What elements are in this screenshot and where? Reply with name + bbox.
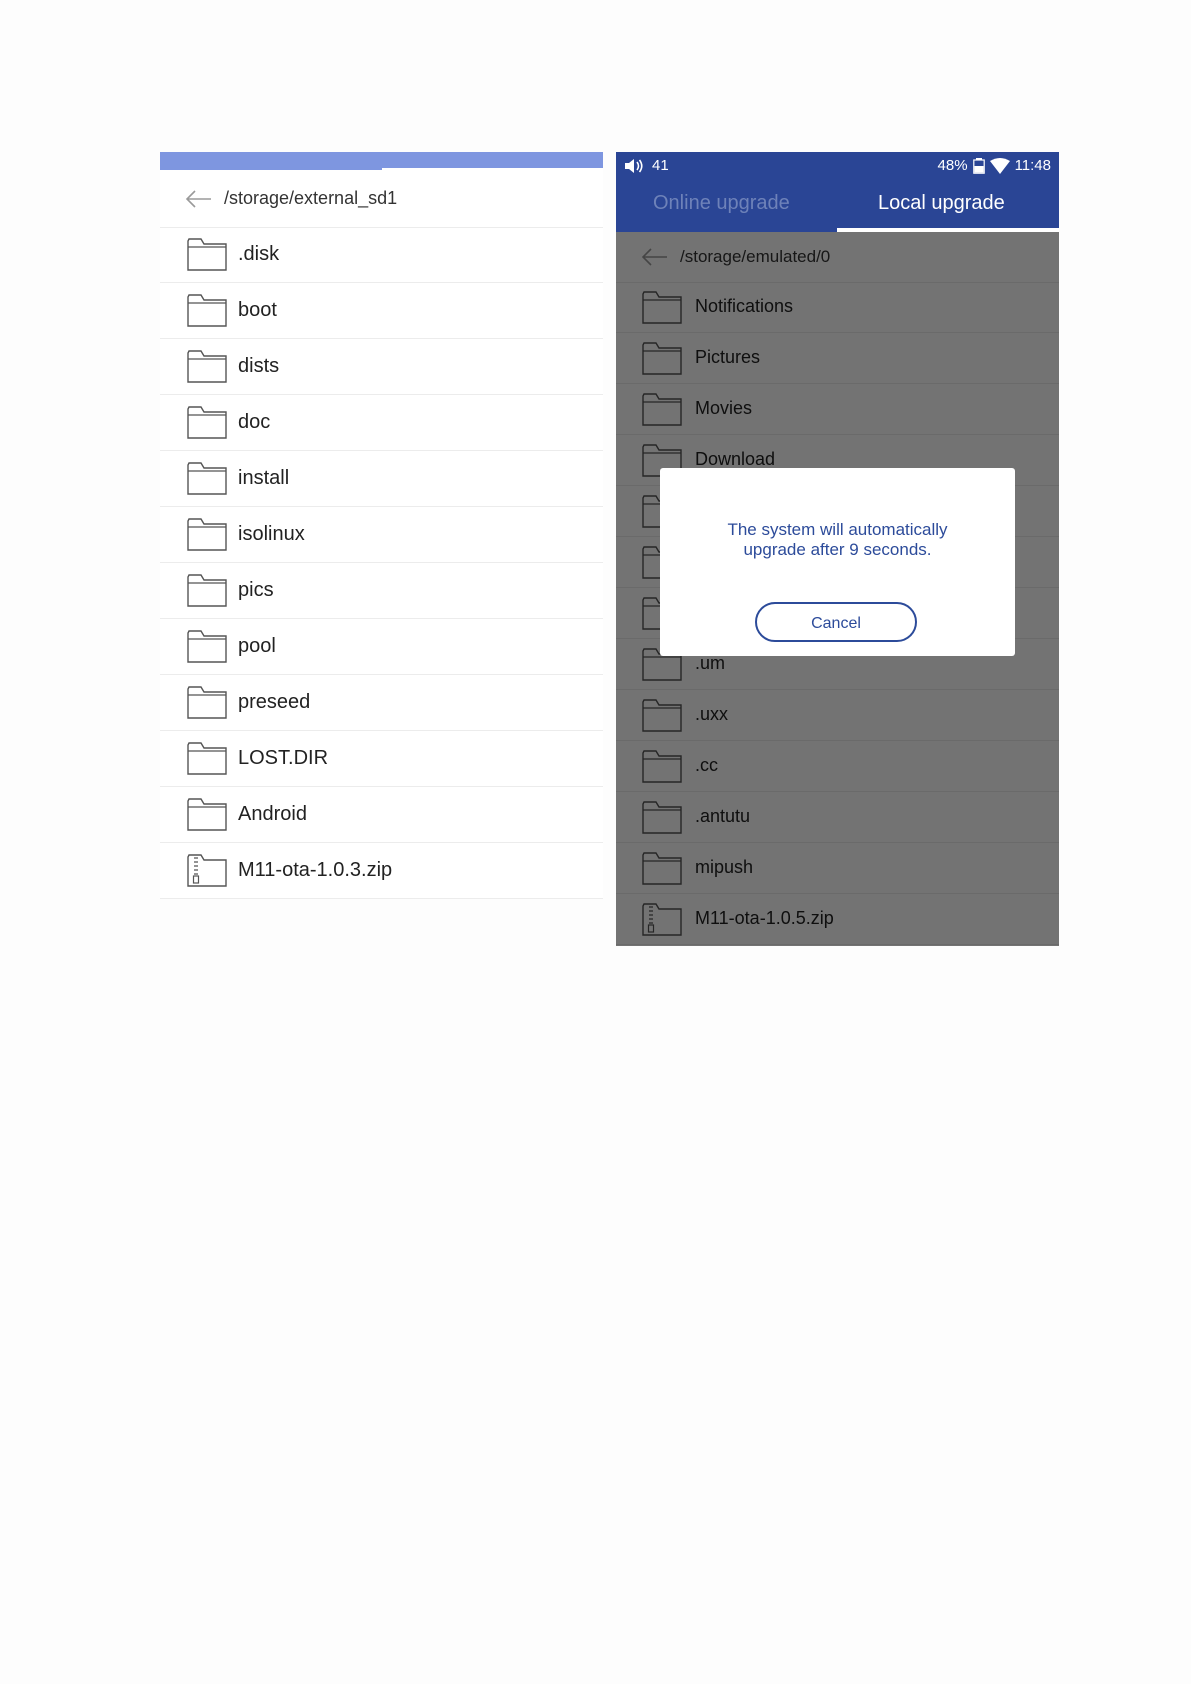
upgrade-dialog: [660, 468, 1015, 656]
top-bar-segment: [160, 152, 382, 170]
list-item-label: doc: [238, 411, 271, 433]
list-item[interactable]: [160, 283, 603, 339]
right-screenshot: [616, 152, 1059, 946]
list-item[interactable]: [160, 787, 603, 843]
path-bar: [160, 170, 603, 228]
folder-icon: [187, 629, 227, 663]
folder-icon: [187, 405, 227, 439]
folder-icon: [187, 685, 227, 719]
list-item[interactable]: [160, 843, 603, 899]
current-path: /storage/external_sd1: [224, 188, 398, 208]
dialog-message-line: The system will automatically: [727, 520, 948, 539]
cancel-button[interactable]: Cancel: [755, 602, 917, 642]
dialog-message-line: upgrade after 9 seconds.: [743, 540, 932, 559]
clock: 11:48: [1014, 157, 1051, 174]
list-item[interactable]: [160, 227, 603, 283]
list-item-label: boot: [238, 299, 277, 321]
list-item-label: preseed: [238, 691, 311, 713]
top-bar: [160, 152, 603, 170]
list-item-label: dists: [238, 355, 280, 377]
list-item-label: .disk: [238, 243, 280, 265]
list-item-label: LOST.DIR: [238, 747, 329, 769]
tab-bar: [616, 180, 1059, 232]
tab-local-upgrade[interactable]: Local upgrade: [878, 192, 1005, 214]
tab-online-upgrade[interactable]: Online upgrade: [653, 192, 790, 214]
folder-icon: [187, 237, 227, 271]
list-item[interactable]: [160, 731, 603, 787]
file-list: [160, 227, 603, 899]
battery-icon: [973, 158, 985, 174]
left-screenshot: [160, 152, 603, 899]
list-item[interactable]: [160, 619, 603, 675]
folder-icon: [187, 517, 227, 551]
wifi-icon: [990, 158, 1010, 174]
list-item-label: pool: [238, 635, 276, 657]
list-item[interactable]: [160, 563, 603, 619]
zip-file-icon: [187, 853, 227, 887]
list-item[interactable]: [160, 675, 603, 731]
folder-icon: [187, 461, 227, 495]
list-item[interactable]: [160, 339, 603, 395]
folder-icon: [187, 349, 227, 383]
list-item[interactable]: [160, 395, 603, 451]
dialog-message: [660, 520, 1015, 560]
volume-level: 41: [652, 157, 669, 174]
folder-icon: [187, 741, 227, 775]
list-item[interactable]: [160, 451, 603, 507]
folder-icon: [187, 293, 227, 327]
back-arrow-icon[interactable]: [184, 189, 212, 209]
top-bar-segment: [382, 152, 603, 168]
status-bar: [616, 152, 1059, 180]
folder-icon: [187, 797, 227, 831]
list-item-label: M11-ota-1.0.3.zip: [238, 859, 393, 881]
volume-icon: [624, 158, 644, 174]
folder-icon: [187, 573, 227, 607]
list-item[interactable]: [160, 507, 603, 563]
battery-percent: 48%: [937, 157, 968, 174]
list-item-label: pics: [238, 579, 274, 601]
list-item-label: install: [238, 467, 290, 489]
list-item-label: isolinux: [238, 523, 305, 545]
list-item-label: Android: [238, 803, 307, 825]
